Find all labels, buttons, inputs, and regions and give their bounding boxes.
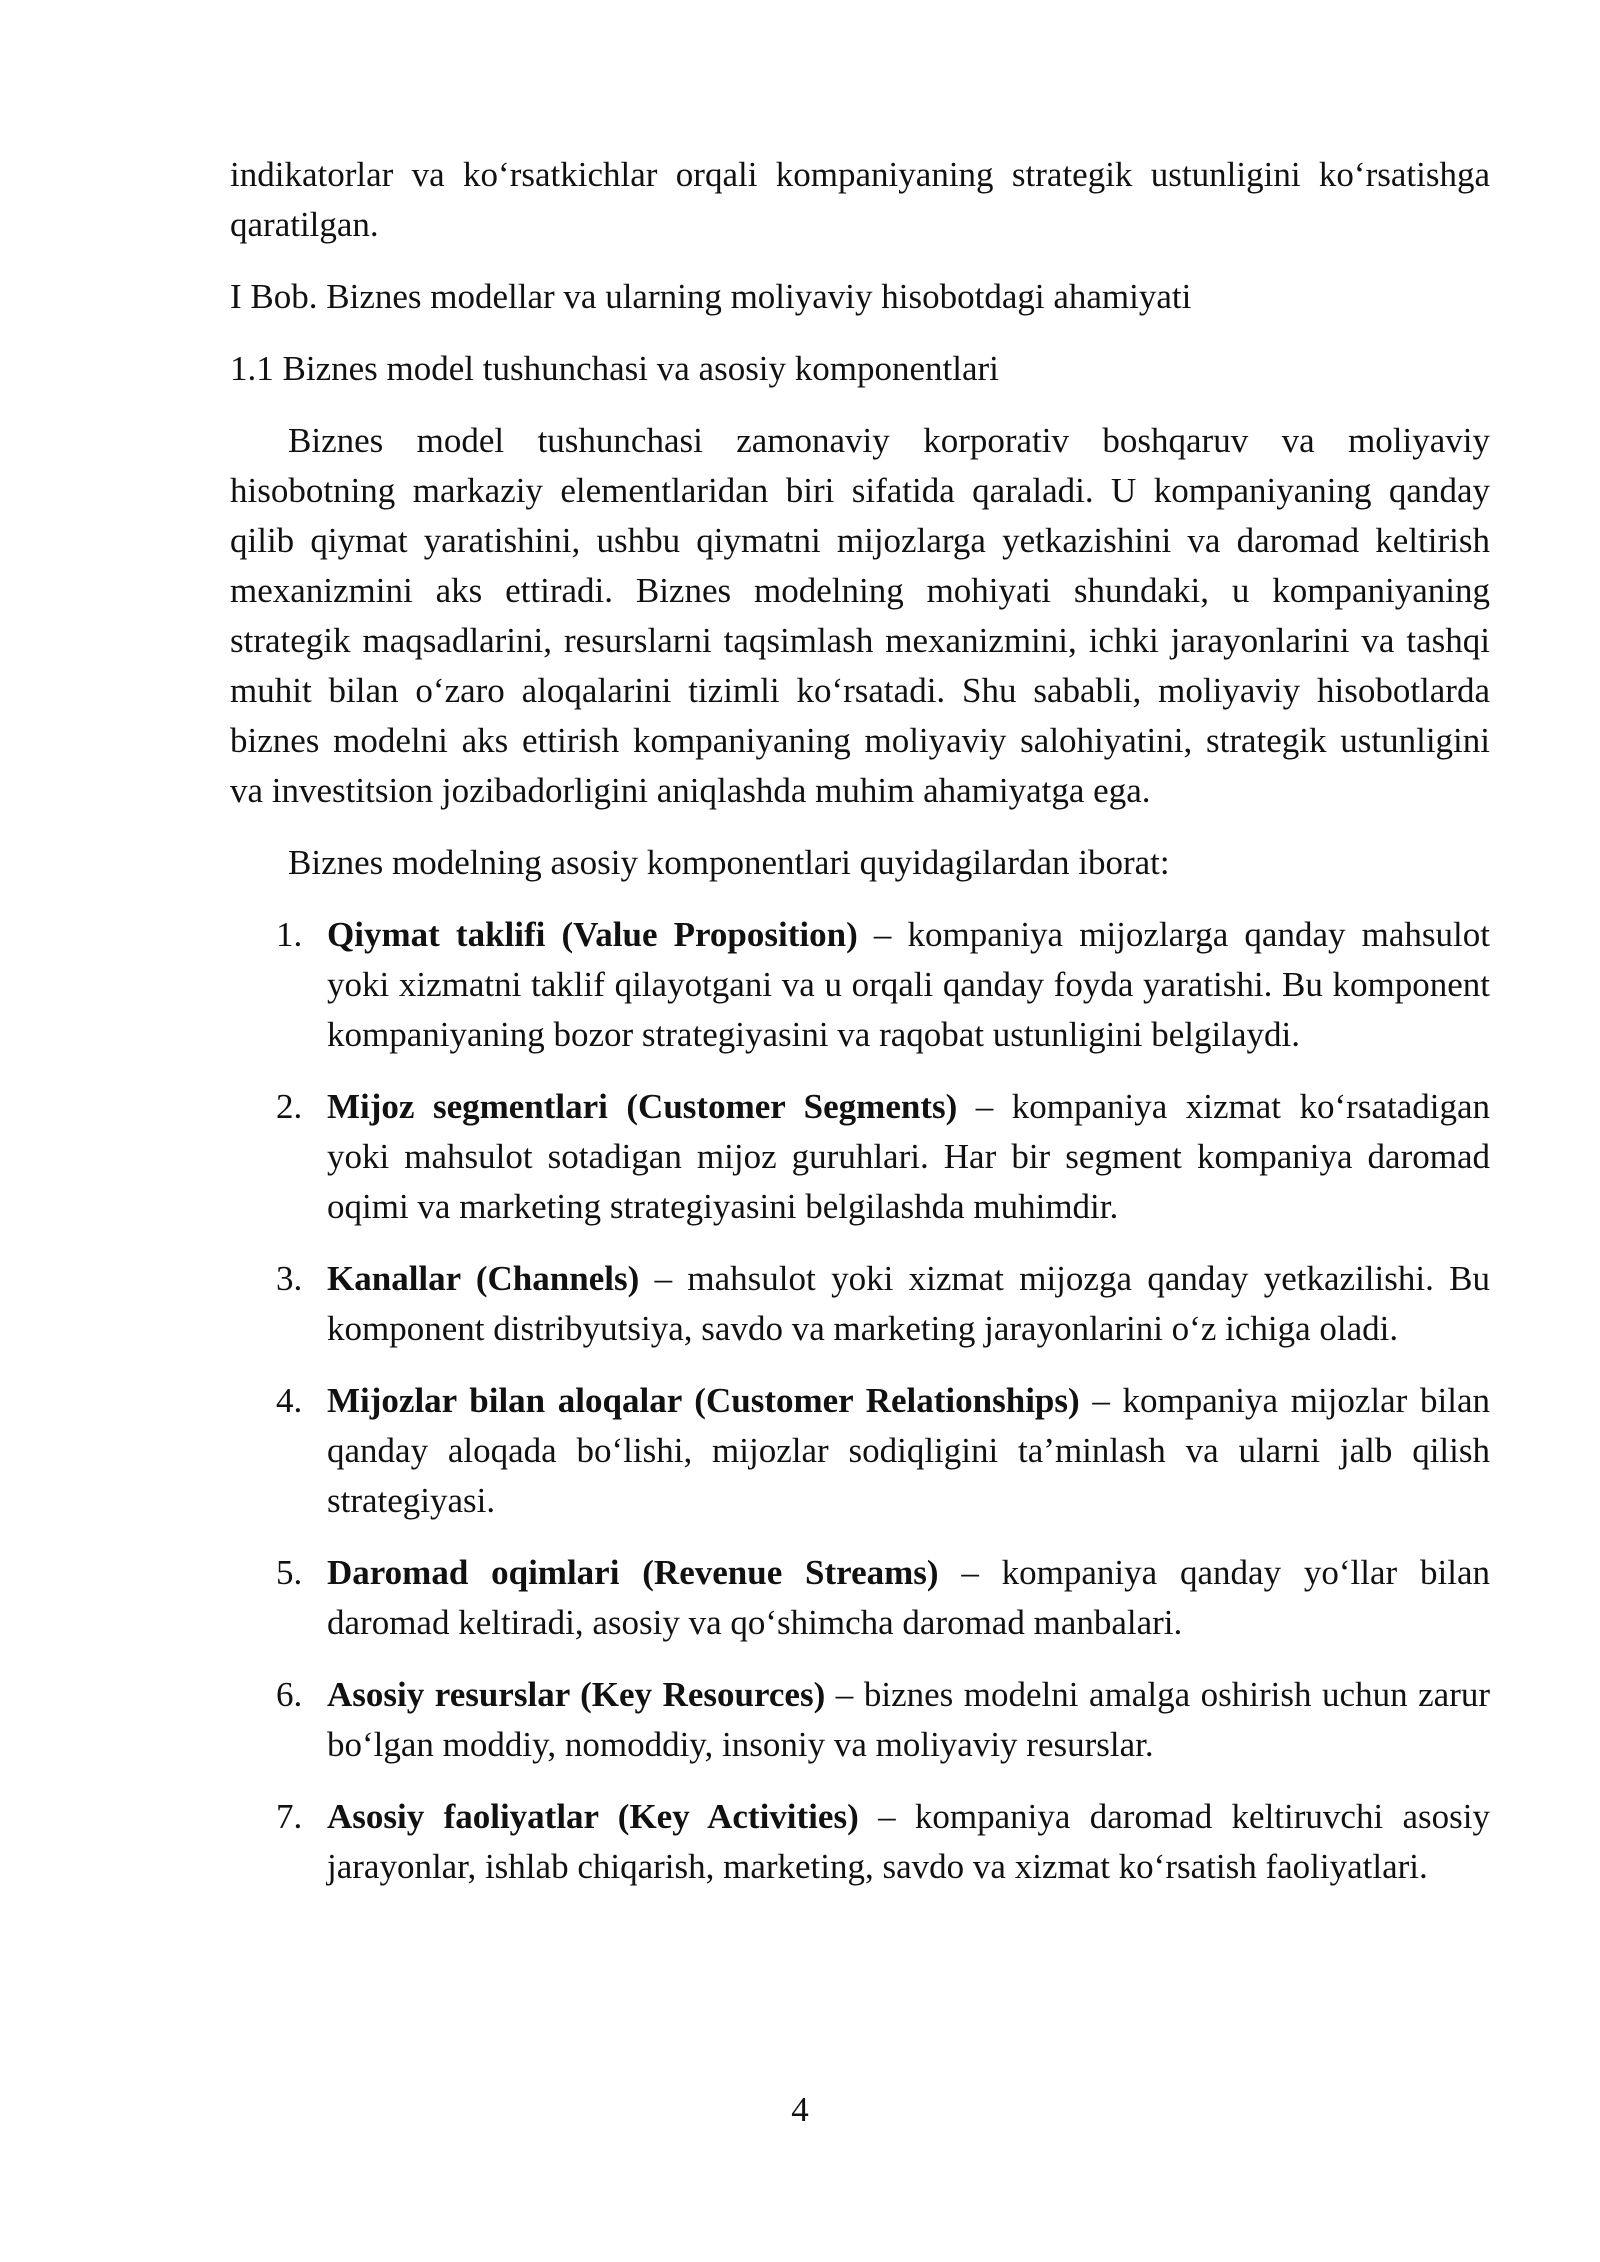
list-item — [230, 1082, 1490, 1232]
document-page — [230, 150, 1490, 1914]
component-term: Qiymat taklifi (Value Proposition) — [327, 915, 858, 954]
list-number: 2. — [276, 1087, 303, 1126]
component-term: Mijoz segmentlari (Customer Segments) — [327, 1087, 958, 1126]
list-number: 7. — [276, 1797, 303, 1836]
intro-paragraph: indikatorlar va ko‘rsatkichlar orqali kompaniyaning strategik ustunligini ko‘rsatishga qaratilgan. — [230, 155, 1490, 244]
component-term: Asosiy resurslar (Key Resources) — [327, 1675, 826, 1714]
list-number: 4. — [276, 1381, 303, 1420]
component-description: – mahsulot yoki xizmat mijozga qanday yetkazilishi. Bu komponent distribyutsiya, savdo va marketing jarayonlarini o‘z ichiga oladi. — [327, 1259, 1491, 1348]
chapter-title: I Bob. Biznes modellar va ularning moliyaviy hisobotdagi ahamiyati — [230, 277, 1192, 316]
body-paragraph: Biznes model tushunchasi zamonaviy korporativ boshqaruv va moliyaviy hisobotning markaziy elementlaridan biri sifatida qaraladi. U kompaniyaning qanday qilib qiymat yaratishini, ushbu qiymatni mijozlarga yetkazishini va daromad keltirish mexanizmini aks ettiradi. Biznes modelning mohiyati shundaki, u kompaniyaning strategik maqsadlarini, resurslarni taqsimlash mexanizmini, ichki jarayonlarini va tashqi muhit bilan o‘zaro aloqalarini tizimli ko‘rsatadi. Shu sababli, moliyaviy hisobotlarda biznes modelni aks ettirish kompaniyaning moliyaviy salohiyatini, strategik ustunligini va investitsion jozibadorligini aniqlashda muhim ahamiyatga ega. — [230, 421, 1490, 810]
list-number: 3. — [276, 1259, 303, 1298]
component-description: – kompaniya mijozlar bilan qanday aloqada bo‘lishi, mijozlar sodiqligini ta’minlash va ularni jalb qilish strategiyasi. — [327, 1381, 1490, 1520]
component-term: Asosiy faoliyatlar (Key Activities) — [327, 1797, 859, 1836]
component-description: – kompaniya daromad keltiruvchi asosiy jarayonlar, ishlab chiqarish, marketing, savdo va xizmat ko‘rsatish faoliyatlari. — [327, 1797, 1491, 1886]
list-item — [230, 1376, 1490, 1526]
list-item — [230, 1792, 1490, 1892]
components-list — [230, 910, 1490, 1892]
list-item — [230, 910, 1490, 1060]
list-number: 5. — [276, 1553, 303, 1592]
component-term: Kanallar (Channels) — [327, 1259, 640, 1298]
component-description: – kompaniya mijozlarga qanday mahsulot yoki xizmatni taklif qilayotgani va u orqali qanday foyda yaratishi. Bu komponent kompaniyaning bozor strategiyasini va raqobat ustunligini belgilaydi. — [327, 915, 1490, 1054]
list-intro-paragraph: Biznes modelning asosiy komponentlari quyidagilardan iborat: — [288, 843, 1170, 882]
list-number: 6. — [276, 1675, 303, 1714]
component-description: – kompaniya xizmat ko‘rsatadigan yoki mahsulot sotadigan mijoz guruhlari. Har bir segment kompaniya daromad oqimi va marketing strategiyasini belgilashda muhimdir. — [327, 1087, 1490, 1226]
section-title: 1.1 Biznes model tushunchasi va asosiy komponentlari — [230, 349, 999, 388]
component-description: – kompaniya qanday yo‘llar bilan daromad keltiradi, asosiy va qo‘shimcha daromad manbalari. — [327, 1553, 1490, 1642]
list-item — [230, 1670, 1490, 1770]
list-item — [230, 1548, 1490, 1648]
component-description: – biznes modelni amalga oshirish uchun zarur bo‘lgan moddiy, nomoddiy, insoniy va moliyaviy resurslar. — [327, 1675, 1490, 1764]
component-term: Daromad oqimlari (Revenue Streams) — [327, 1553, 939, 1592]
component-term: Mijozlar bilan aloqalar (Customer Relationships) — [327, 1381, 1080, 1420]
page-number: 4 — [791, 2090, 809, 2129]
list-item — [230, 1254, 1490, 1354]
list-number: 1. — [276, 915, 303, 954]
